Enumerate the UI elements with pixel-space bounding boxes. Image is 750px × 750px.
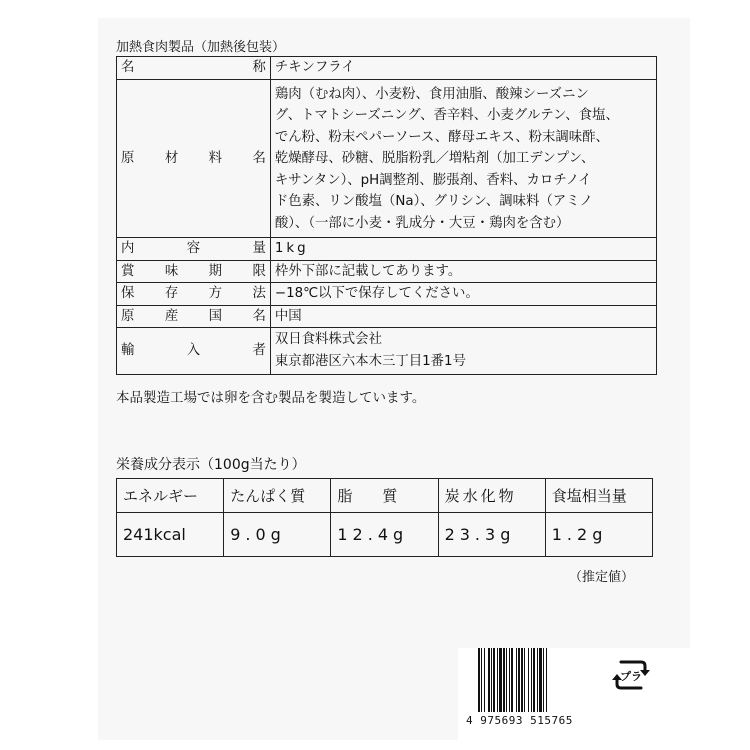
barcode-bar xyxy=(543,648,544,712)
barcode-bar xyxy=(524,648,525,712)
barcode-bar xyxy=(488,648,490,712)
barcode-bar xyxy=(499,648,502,712)
carbs-value: 23.3g xyxy=(438,513,545,557)
recycle-pla-icon xyxy=(612,656,650,694)
ingredients-line: 酸）、（一部に小麦・乳成分・大豆・鶏肉を含む） xyxy=(274,215,570,231)
barcode-bar xyxy=(497,648,498,712)
allergen-note: 本品製造工場では卵を含む製品を製造しています。 xyxy=(116,390,426,406)
barcode xyxy=(478,648,582,712)
barcode-bar xyxy=(481,648,482,712)
name-row xyxy=(117,57,657,80)
barcode-bar xyxy=(478,648,480,712)
barcode-number: 4 975693 515765 xyxy=(466,714,573,727)
best-before-value: 枠外下部に記載してあります。 xyxy=(270,260,656,283)
product-label-table xyxy=(116,56,657,375)
energy-header: エネルギー xyxy=(117,479,224,513)
content-key: 内容量 xyxy=(121,241,266,256)
barcode-bar xyxy=(521,648,523,712)
protein-value: 9.0g xyxy=(224,513,331,557)
ingredients-line: 乾燥酵母、砂糖、脱脂粉乳／増粘剤（加工デンプン、 xyxy=(274,151,595,166)
best-before-row xyxy=(117,260,657,283)
barcode-bar xyxy=(537,648,538,712)
content-value: 1kg xyxy=(270,238,656,261)
storage-row xyxy=(117,283,657,306)
importer-row xyxy=(117,328,657,375)
barcode-bar xyxy=(539,648,542,712)
barcode-bar xyxy=(531,648,532,712)
label-title: 加熱食肉製品（加熱後包装） xyxy=(116,40,286,55)
fat-header: 脂 質 xyxy=(331,479,438,513)
best-before-key: 賞味期限 xyxy=(121,263,266,279)
protein-header: たんぱく質 xyxy=(224,479,331,513)
estimate-note: （推定値） xyxy=(569,570,635,585)
origin-row xyxy=(117,305,657,328)
energy-value: 241kcal xyxy=(117,513,224,557)
ingredients-key: 原材料名 xyxy=(121,150,266,166)
barcode-bar xyxy=(528,648,529,712)
ingredients-line: グ、トマトシーズニング、香辛料、小麦グルテン、食塩、 xyxy=(274,108,619,123)
content-row xyxy=(117,238,657,261)
barcode-bar xyxy=(493,648,495,712)
ingredients-line: でん粉、粉末ペパーソース、酵母エキス、粉末調味酢、 xyxy=(274,129,609,145)
recycle-pla-text: プラ xyxy=(620,670,642,683)
ingredients-line: キサンタン）、pH調整剤、膨張剤、香料、カロチノイ xyxy=(274,172,592,188)
importer-address: 東京都港区六本木三丁目1番1号 xyxy=(274,353,466,369)
ingredients-line: ド色素、リン酸塩（Na）、グリシン、調味料（アミノ xyxy=(274,194,593,209)
fat-value: 12.4g xyxy=(331,513,438,557)
origin-key: 原産国名 xyxy=(121,308,266,324)
nutrition-title: 栄養成分表示（100g当たり） xyxy=(116,457,306,473)
importer-name: 双日食料株式会社 xyxy=(274,332,382,347)
barcode-bar xyxy=(516,648,517,712)
ingredients-line: 鶏肉（むね肉）、小麦粉、食用油脂、酸辣シーズニン xyxy=(274,86,589,102)
nutrition-header-row xyxy=(117,479,653,513)
barcode-bar xyxy=(491,648,492,712)
salt-header: 食塩相当量 xyxy=(545,479,652,513)
name-value: チキンフライ xyxy=(270,57,656,80)
ingredients-row xyxy=(117,79,657,238)
barcode-bar xyxy=(518,648,520,712)
barcode-bar xyxy=(511,648,513,712)
barcode-bar xyxy=(546,648,547,712)
origin-value: 中国 xyxy=(270,305,656,328)
name-key: 名 称 xyxy=(121,60,266,75)
barcode-bar xyxy=(503,648,505,712)
carbs-header: 炭水化物 xyxy=(438,479,545,513)
barcode-bar xyxy=(506,648,507,712)
nutrition-value-row xyxy=(117,513,653,557)
salt-value: 1.2g xyxy=(545,513,652,557)
storage-key: 保存方法 xyxy=(121,286,266,301)
storage-value: −18℃以下で保存してください。 xyxy=(270,283,656,306)
nutrition-table xyxy=(116,478,653,557)
barcode-bar xyxy=(533,648,535,712)
barcode-bar xyxy=(484,648,485,712)
barcode-bar xyxy=(509,648,510,712)
importer-key: 輸入者 xyxy=(121,343,266,359)
